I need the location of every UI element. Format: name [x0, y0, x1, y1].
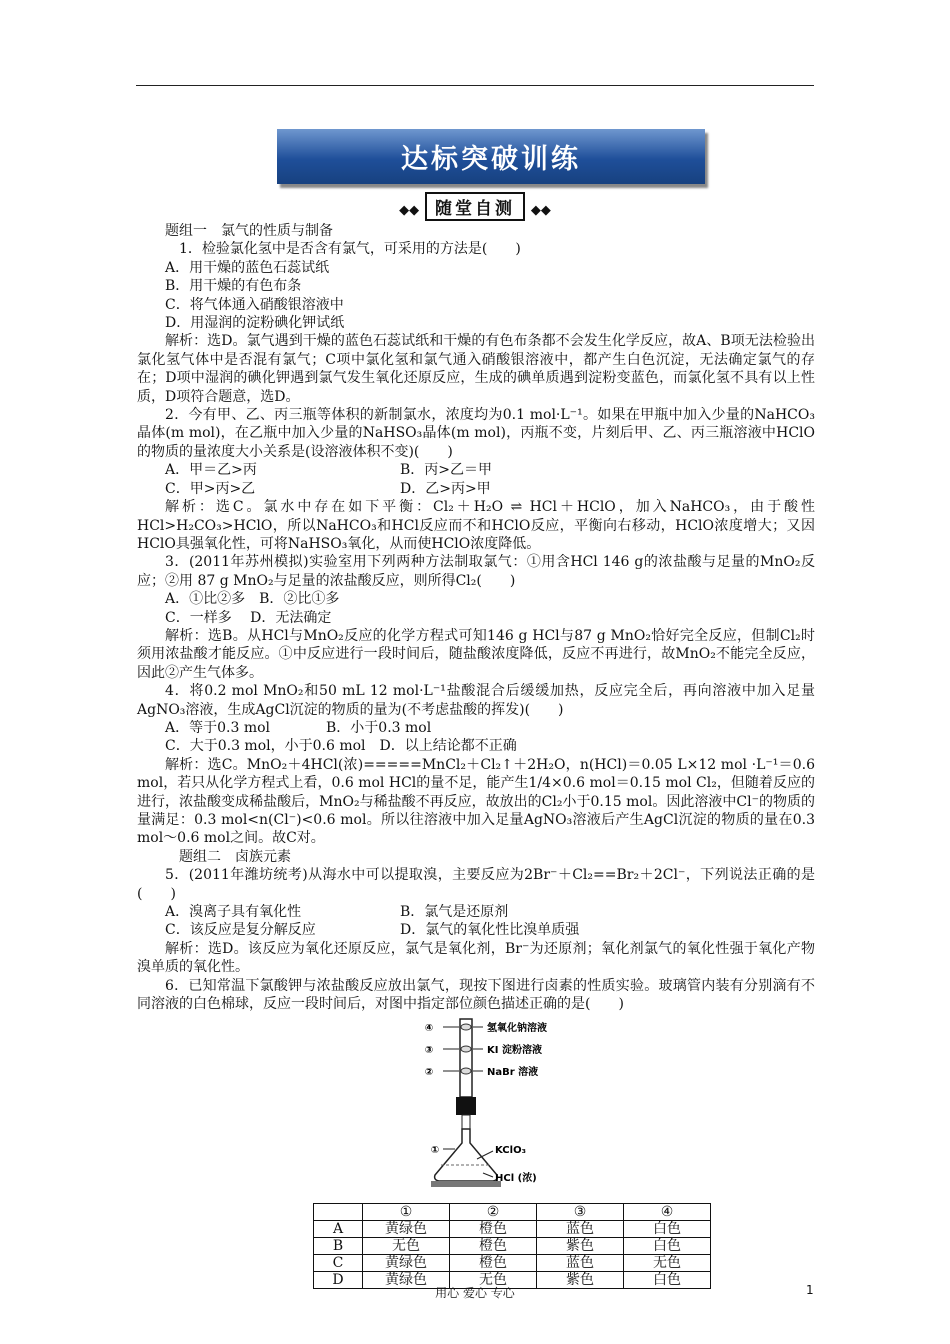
table-cell: B — [314, 1238, 363, 1255]
option-text: A．溴离子具有氧化性 — [165, 904, 302, 921]
label-3: ③ — [424, 1045, 434, 1057]
text-line: 3．(2011年苏州模拟)实验室用下列两种方法制取氯气：①用含HCl 146 g的浓盐酸与足量的MnO₂反应；②用 87 g MnO₂与足量的浓盐酸反应，则所得Cl₂( ) — [137, 554, 815, 589]
naoh-label: 氢氧化钠溶液 — [487, 1023, 547, 1035]
table-cell: C — [314, 1255, 363, 1272]
table-cell: ④ — [624, 1204, 711, 1221]
table-cell: 白色 — [624, 1238, 711, 1255]
text-line: 题组一 氯气的性质与制备 — [165, 223, 333, 239]
table-cell: 黄绿色 — [363, 1221, 450, 1238]
table-cell: 黄绿色 — [363, 1272, 450, 1289]
page-number: 1 — [806, 1283, 814, 1297]
table-cell: 蓝色 — [537, 1255, 624, 1272]
table-cell: 橙色 — [450, 1238, 537, 1255]
option-row — [137, 461, 815, 479]
option-row — [137, 903, 815, 921]
option-text: D．氯气的氧化性比溴单质强 — [400, 922, 580, 939]
option-text: B．氯气是还原剂 — [400, 904, 509, 921]
table-cell: ③ — [537, 1204, 624, 1221]
hcl-label: HCl (浓) — [495, 1173, 537, 1185]
stand-base-icon — [431, 1181, 501, 1187]
option-text: C．甲>丙>乙 — [165, 480, 256, 497]
stopper-icon — [456, 1097, 476, 1115]
header-rule — [136, 85, 814, 86]
table-cell: A — [314, 1221, 363, 1238]
table-cell: 蓝色 — [537, 1221, 624, 1238]
table-cell — [314, 1204, 363, 1221]
table-cell: 紫色 — [537, 1272, 624, 1289]
table-cell: 紫色 — [537, 1238, 624, 1255]
flask-neck-icon — [462, 1115, 470, 1129]
conical-flask-icon — [435, 1129, 498, 1181]
text-line: 解析：选C。MnO₂＋4HCl(浓)=====MnCl₂＋Cl₂↑＋2H₂O，n(HCl)＝0.05 L×12 mol ·L⁻¹＝0.6 mol，若只从化学方程式上看，0.6 mol HCl的量不足，能产生1/4×0.6 mol＝0.15 mol Cl₂，但随着反应的进行，浓盐酸变成稀盐酸后，MnO₂与稀盐酸不再反应，故放出的Cl₂小于0.15 mol。因此溶液中Cl⁻的物质的量满足：0.3 mol<n(Cl⁻)<0.6 mol。所以往溶液中加入足量AgNO₃溶液后产生AgCl沉淀的物质的量在0.3 mol～0.6 mol之间。故C对。 — [137, 756, 815, 847]
cotton-ball-2-icon — [461, 1068, 471, 1074]
option-text: C．该反应是复分解反应 — [165, 922, 316, 939]
table-row — [314, 1255, 711, 1272]
table-cell: 白色 — [624, 1221, 711, 1238]
section-banner: 达标突破训练 — [277, 129, 705, 184]
subtitle — [0, 192, 950, 221]
label-4: ④ — [424, 1023, 434, 1035]
table-cell: 黄绿色 — [363, 1255, 450, 1272]
table-row — [314, 1204, 711, 1221]
text-line: 2．今有甲、乙、丙三瓶等体积的新制氯水，浓度均为0.1 mol·L⁻¹。如果在甲瓶中加入少量的NaHCO₃晶体(m mol)，在乙瓶中加入少量的NaHSO₃晶体(m mol)，丙瓶不变，片刻后甲、乙、丙三瓶溶液中HClO的物质的量浓度大小关系是(设溶液体积不变)( ) — [137, 407, 815, 460]
text-line: 解析：选D。氯气遇到干燥的蓝色石蕊试纸和干燥的有色布条都不会发生化学反应，故A、B项无法检验出氯化氢气体中是否混有氯气；C项中氯化氢和氯气通入硝酸银溶液中，都产生白色沉淀，无法确定氯气的存在；D项中湿润的碘化钾遇到氯气发生氧化还原反应，生成的碘单质遇到淀粉变蓝色，而氯化氢不具有以上性质，D项符合题意，选D。 — [137, 333, 815, 405]
table-cell: D — [314, 1272, 363, 1289]
option-row — [137, 921, 815, 939]
text-line: 解析：选B。从HCl与MnO₂反应的化学方程式可知146 g HCl与87 g MnO₂恰好完全反应，但制Cl₂时须用浓盐酸才能反应。①中反应进行一段时间后，随盐酸浓度降低，反应不再进行，故MnO₂不能完全反应，因此②产生气体多。 — [137, 627, 815, 681]
text-line: 6．已知常温下氯酸钾与浓盐酸反应放出氯气，现按下图进行卤素的性质实验。玻璃管内装有分别滴有不同溶液的白色棉球，反应一段时间后，对图中指定部位颜色描述正确的是( ) — [137, 977, 815, 1013]
table-cell: ② — [450, 1204, 537, 1221]
text-line: 解析：选C。氯水中存在如下平衡：Cl₂＋H₂O ⇌ HCl＋HClO，加入NaHCO₃，由于酸性HCl>H₂CO₃>HClO，所以NaHCO₃和HCl反应而不和HClO反应，平衡向右移动，HClO浓度增大；又因HClO具强氧化性，可将NaHSO₃氧化，从而使HClO浓度降低。 — [137, 499, 815, 552]
text-line: A．等于0.3 mol B．小于0.3 mol — [165, 719, 432, 736]
table-cell: 白色 — [624, 1272, 711, 1289]
table-cell: 橙色 — [450, 1221, 537, 1238]
apparatus-diagram — [137, 1015, 815, 1193]
footer-text: 用心 爱心 专心 — [435, 1286, 515, 1300]
text-line: D．用湿润的淀粉碘化钾试纸 — [165, 315, 345, 332]
label-1: ① — [430, 1145, 440, 1157]
table-row — [314, 1238, 711, 1255]
table-cell: 无色 — [363, 1238, 450, 1255]
option-text: D．乙>丙>甲 — [400, 480, 491, 497]
option-text: A．甲＝乙>丙 — [165, 462, 257, 479]
kclo3-label: KClO₃ — [495, 1145, 526, 1157]
apparatus-figure — [137, 1015, 815, 1193]
table-cell: ① — [363, 1204, 450, 1221]
text-line: C．将气体通入硝酸银溶液中 — [165, 296, 344, 313]
table-row — [314, 1221, 711, 1238]
text-line: A．①比②多 B．②比①多 — [165, 591, 340, 608]
text-line: C．一样多 D．无法确定 — [165, 609, 332, 626]
text-line: B．用干燥的有色布条 — [165, 278, 302, 295]
option-row — [137, 480, 815, 498]
text-line: C．大于0.3 mol，小于0.6 mol D．以上结论都不正确 — [165, 738, 517, 755]
text-line: 4．将0.2 mol MnO₂和50 mL 12 mol·L⁻¹盐酸混合后缓缓加热，反应完全后，再向溶液中加入足量AgNO₃溶液，生成AgCl沉淀的物质的量为(不考虑盐酸的挥发)( ) — [137, 683, 815, 718]
glass-tube-icon — [460, 1019, 472, 1097]
table-cell: 无色 — [624, 1255, 711, 1272]
ki-starch-label: KI 淀粉溶液 — [487, 1045, 542, 1057]
cotton-ball-3-icon — [461, 1046, 471, 1052]
text-line: 5．(2011年潍坊统考)从海水中可以提取溴，主要反应为2Br⁻＋Cl₂==Br₂＋2Cl⁻，下列说法正确的是( ) — [137, 867, 815, 902]
nabr-label: NaBr 溶液 — [487, 1067, 539, 1079]
option-text: B．丙>乙＝甲 — [400, 462, 493, 479]
text-line: 题组二 卤族元素 — [179, 848, 291, 865]
label-2: ② — [424, 1067, 434, 1079]
text-line: 1．检验氯化氢中是否含有氯气，可采用的方法是( ) — [179, 241, 521, 258]
answer-table — [313, 1203, 711, 1289]
table-cell: 橙色 — [450, 1255, 537, 1272]
text-line: 解析：选D。该反应为氧化还原反应，氯气是氧化剂，Br⁻为还原剂；氧化剂氯气的氧化性强于氧化产物溴单质的氧化性。 — [137, 940, 815, 976]
cotton-ball-4-icon — [461, 1024, 471, 1030]
question-text — [137, 222, 815, 1013]
text-line: A．用干燥的蓝色石蕊试纸 — [165, 259, 330, 276]
document-body — [137, 222, 815, 1289]
table-cell: 无色 — [450, 1272, 537, 1289]
subtitle-label: 随堂自测 — [425, 192, 525, 221]
diamond-left-icon: ◆◆ — [399, 203, 420, 218]
diamond-right-icon: ◆◆ — [530, 203, 551, 218]
